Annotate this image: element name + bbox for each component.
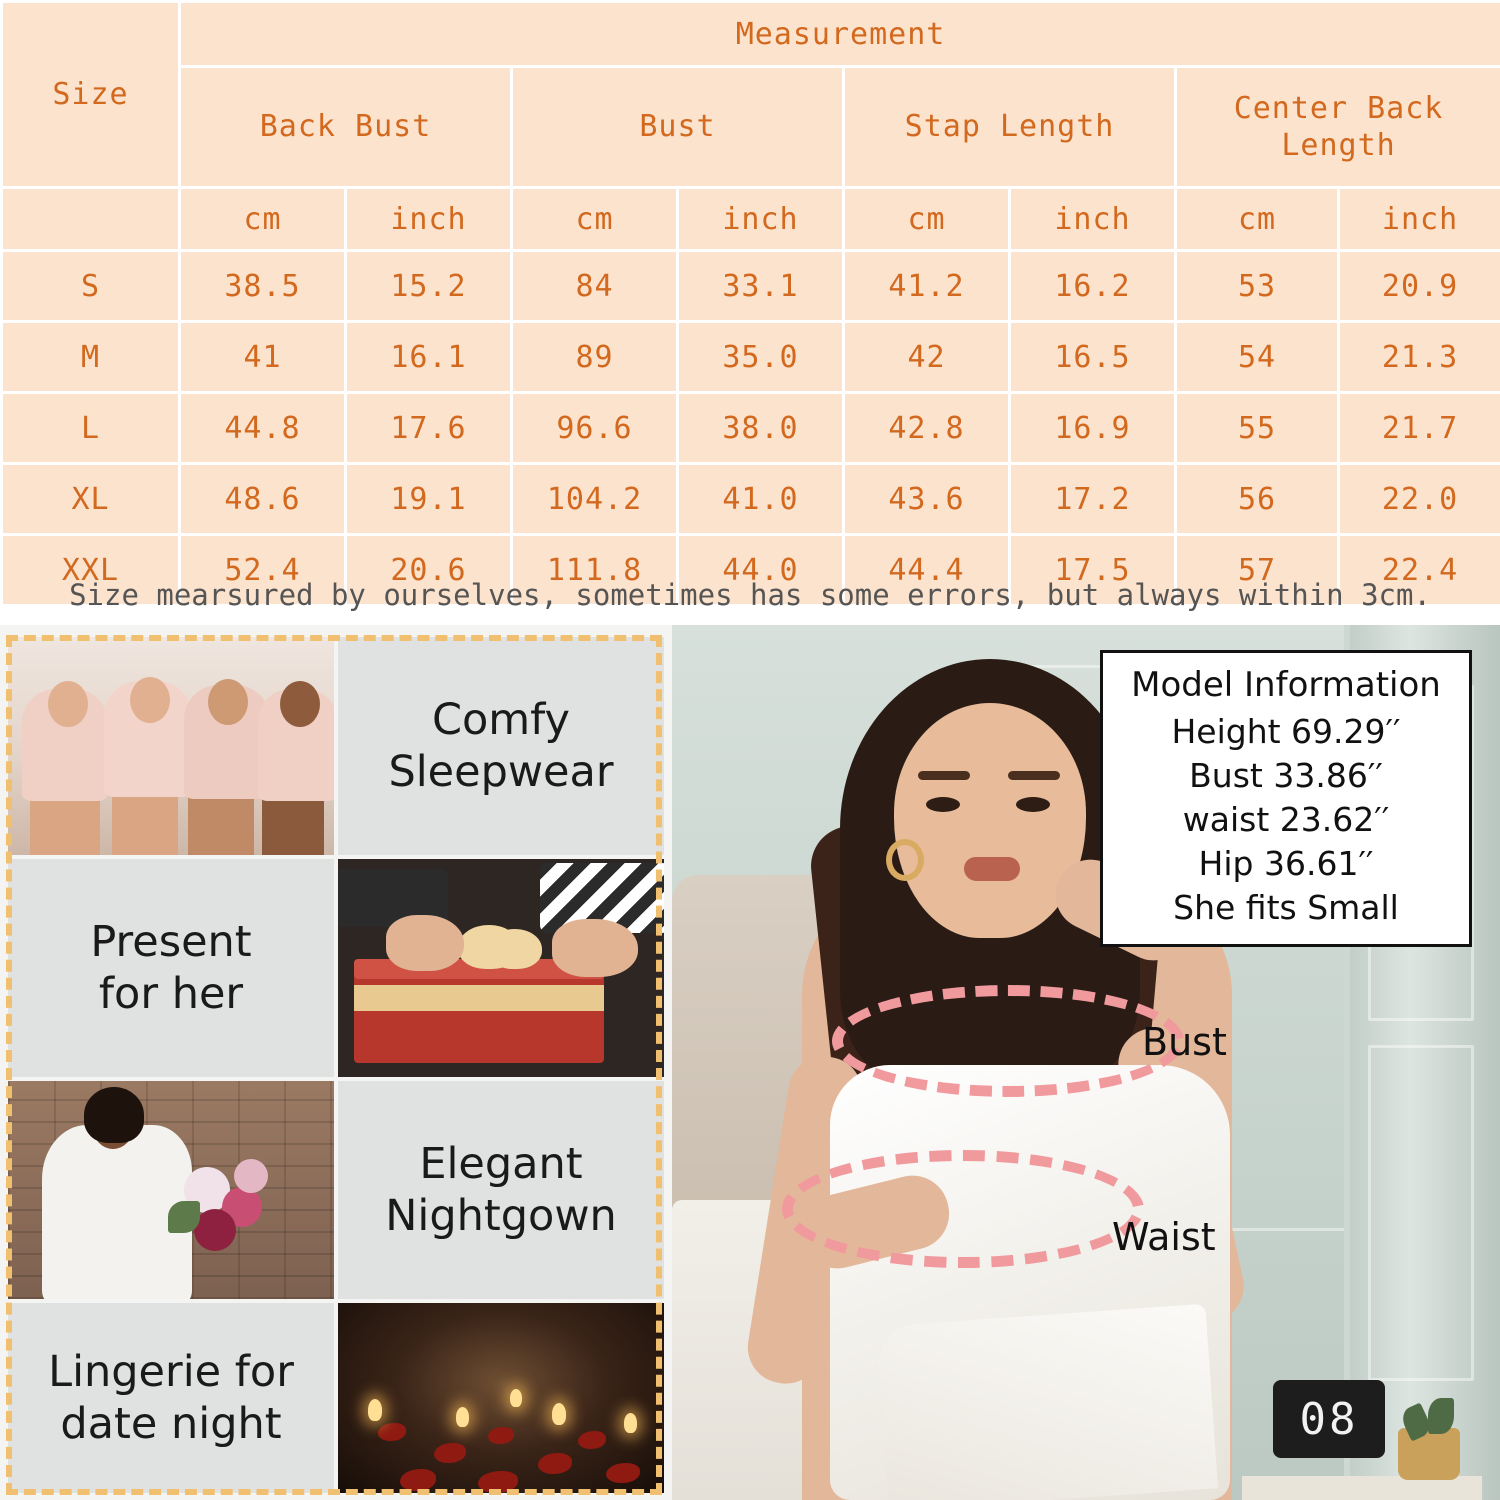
- cell: 56: [1176, 464, 1339, 535]
- photo-detail: [234, 1159, 268, 1193]
- feature-grid: [0, 625, 672, 1500]
- cell: 20.9: [1339, 251, 1500, 322]
- photo-detail: [918, 771, 970, 780]
- cell: 38.0: [678, 393, 844, 464]
- model-info-line: Hip 36.61′′: [1198, 843, 1374, 883]
- photo-detail: [552, 919, 638, 977]
- photo-detail: [368, 1399, 382, 1421]
- cell: 54: [1176, 322, 1339, 393]
- cell: 43.6: [844, 464, 1010, 535]
- cell: 17.6: [346, 393, 512, 464]
- cell: 33.1: [678, 251, 844, 322]
- cell: 111.8: [512, 535, 678, 606]
- tile-line-2: date night: [60, 1399, 282, 1449]
- cell: 41.0: [678, 464, 844, 535]
- model-info-line: waist 23.62′′: [1182, 799, 1390, 839]
- unit-cell: inch: [1010, 188, 1176, 251]
- unit-cell: cm: [1176, 188, 1339, 251]
- bust-measure-ring: [832, 985, 1184, 1097]
- photo-detail: [552, 1403, 566, 1425]
- model-info-line: She fits Small: [1173, 887, 1399, 927]
- tile-lingerie-date-night: [8, 1303, 334, 1493]
- cell: 55: [1176, 393, 1339, 464]
- tile-line-2: Nightgown: [385, 1191, 617, 1241]
- cell: 22.4: [1339, 535, 1500, 606]
- photo-detail: [964, 857, 1020, 881]
- photo-detail: [488, 929, 542, 969]
- header-measurement: Measurement: [180, 2, 1500, 67]
- header-group-center-back-length: Center Back Length: [1176, 67, 1500, 188]
- photo-detail: [48, 681, 88, 727]
- plant-leaf: [1428, 1398, 1454, 1434]
- model-info-line: Bust 33.86′′: [1189, 756, 1383, 796]
- plant-pot: [1398, 1428, 1460, 1480]
- photo-detail: [876, 1304, 1218, 1500]
- cell: 44.8: [180, 393, 346, 464]
- table-row: [2, 322, 1500, 393]
- photo-detail: [386, 915, 464, 971]
- row-size-label: XXL: [2, 535, 180, 606]
- cell: 16.2: [1010, 251, 1176, 322]
- cell: 57: [1176, 535, 1339, 606]
- model-photo: [672, 625, 1500, 1500]
- model-info-line: Height 69.29′′: [1171, 712, 1401, 752]
- cell: 48.6: [180, 464, 346, 535]
- cell: 22.0: [1339, 464, 1500, 535]
- cell: 42.8: [844, 393, 1010, 464]
- cell: 42: [844, 322, 1010, 393]
- size-chart-note: Size mearsured by ourselves, sometimes has some errors, but always within 3cm.: [69, 578, 1431, 612]
- table-row-group-header: [2, 67, 1500, 188]
- photo-detail: [168, 1201, 200, 1233]
- cell: 15.2: [346, 251, 512, 322]
- group-friends-photo: [8, 637, 334, 855]
- tile-line-2: Sleepwear: [388, 747, 614, 797]
- unit-cell: cm: [180, 188, 346, 251]
- cell: 17.2: [1010, 464, 1176, 535]
- unit-cell: cm: [512, 188, 678, 251]
- cell: 53: [1176, 251, 1339, 322]
- photo-detail: [84, 1087, 144, 1143]
- photo-detail: [194, 1209, 236, 1251]
- photo-detail: [926, 797, 960, 812]
- bust-label: Bust: [1142, 1020, 1227, 1064]
- tile-line-2: for her: [98, 969, 244, 1019]
- tile-line-1: Elegant: [419, 1138, 583, 1189]
- table-row: [2, 251, 1500, 322]
- cell: 41.2: [844, 251, 1010, 322]
- header-group-back-bust: Back Bust: [180, 67, 512, 188]
- unit-cell: inch: [678, 188, 844, 251]
- photo-detail: [130, 677, 170, 723]
- cell: 89: [512, 322, 678, 393]
- photo-detail: [510, 1389, 522, 1407]
- tile-line-1: Comfy: [431, 694, 571, 745]
- cell: 35.0: [678, 322, 844, 393]
- photo-detail: [456, 1407, 469, 1427]
- size-chart-table: [0, 0, 1500, 607]
- unit-spacer: [2, 188, 180, 251]
- photo-detail: [354, 985, 604, 1011]
- header-size: Size: [2, 2, 180, 188]
- size-chart-section: [0, 0, 1500, 625]
- cell: 19.1: [346, 464, 512, 535]
- cell: 52.4: [180, 535, 346, 606]
- cell: 41: [180, 322, 346, 393]
- cell: 16.1: [346, 322, 512, 393]
- cell: 21.3: [1339, 322, 1500, 393]
- candles-rose-petals-photo: [338, 1303, 664, 1493]
- unit-cell: cm: [844, 188, 1010, 251]
- photo-detail: [1016, 797, 1050, 812]
- header-group-bust: Bust: [512, 67, 844, 188]
- table-row: [2, 464, 1500, 535]
- waist-measure-ring: [782, 1150, 1144, 1268]
- waist-label: Waist: [1112, 1215, 1216, 1259]
- photo-detail: [624, 1413, 637, 1433]
- cell: 38.5: [180, 251, 346, 322]
- row-size-label: M: [2, 322, 180, 393]
- unit-cell: inch: [346, 188, 512, 251]
- bride-robe-photo: [8, 1081, 334, 1299]
- cell: 21.7: [1339, 393, 1500, 464]
- photo-detail: [1008, 771, 1060, 780]
- unit-cell: inch: [1339, 188, 1500, 251]
- tile-comfy-sleepwear: [338, 637, 664, 855]
- table-row-units: [2, 188, 1500, 251]
- photo-detail: [280, 681, 320, 727]
- header-group-stap-length: Stap Length: [844, 67, 1176, 188]
- row-size-label: XL: [2, 464, 180, 535]
- table-row-measurement-header: [2, 2, 1500, 67]
- tile-line-1: Lingerie for: [48, 1346, 294, 1397]
- lifestyle-and-model-section: [0, 625, 1500, 1500]
- photo-detail: [886, 839, 924, 881]
- model-info-title: Model Information: [1131, 665, 1441, 705]
- cell: 20.6: [346, 535, 512, 606]
- cell: 44.4: [844, 535, 1010, 606]
- cell: 84: [512, 251, 678, 322]
- digital-clock: 08: [1273, 1380, 1385, 1458]
- tile-present-for-her: [8, 859, 334, 1077]
- photo-detail: [208, 679, 248, 725]
- row-size-label: L: [2, 393, 180, 464]
- cell: 96.6: [512, 393, 678, 464]
- model-information-box: [1100, 650, 1472, 947]
- table-row: [2, 393, 1500, 464]
- tile-line-1: Present: [90, 916, 252, 967]
- photo-detail: [1368, 1045, 1474, 1381]
- gift-wrapping-photo: [338, 859, 664, 1077]
- tile-elegant-nightgown: [338, 1081, 664, 1299]
- cell: 17.5: [1010, 535, 1176, 606]
- cell: 16.5: [1010, 322, 1176, 393]
- cell: 104.2: [512, 464, 678, 535]
- cell: 44.0: [678, 535, 844, 606]
- cell: 16.9: [1010, 393, 1176, 464]
- row-size-label: S: [2, 251, 180, 322]
